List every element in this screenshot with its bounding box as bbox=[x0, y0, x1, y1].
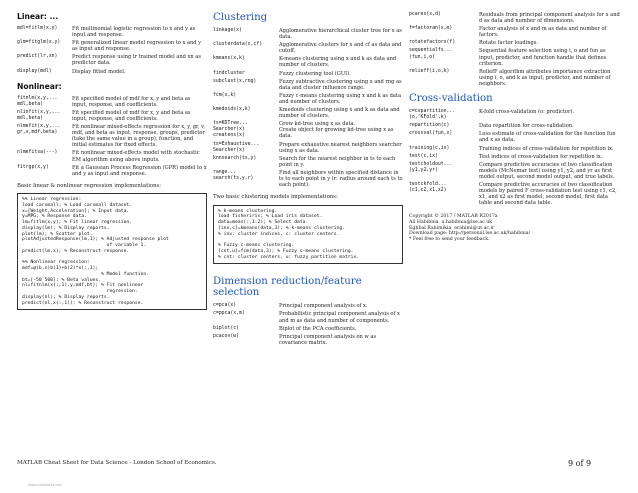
function-description: K-means clustering using x and k as data and number of clusters. bbox=[279, 56, 397, 69]
function-signature: test(c,ix) bbox=[409, 153, 438, 159]
nonlinear-heading: Nonlinear: bbox=[17, 81, 62, 91]
function-signature: biplot(c) bbox=[213, 325, 239, 331]
function-entry bbox=[17, 124, 207, 148]
function-description: Agglomerative hierarchical cluster tree for x as data. bbox=[279, 28, 402, 41]
function-signature: pcares(x,d) bbox=[409, 12, 441, 17]
function-entry bbox=[213, 326, 403, 332]
function-entry bbox=[17, 96, 207, 108]
function-description: Predict response using lr trained model and xn as predictor data. bbox=[72, 54, 201, 67]
function-entry bbox=[213, 79, 403, 91]
dimred-list bbox=[213, 303, 403, 346]
function-description: Kmedoids clustering using x and k as data and number of clusters. bbox=[279, 107, 400, 120]
cv-list bbox=[409, 109, 622, 206]
function-entry bbox=[409, 146, 622, 152]
function-entry bbox=[409, 109, 622, 121]
function-entry bbox=[17, 40, 207, 52]
function-description: Find all neighbors within specified distance in ts to each point in y (r: radius around each ts to each point). bbox=[279, 169, 403, 189]
function-description: Fit nonlinear mixed-effects model with stochastic EM algorithm using above inputs. bbox=[72, 150, 200, 163]
function-entry bbox=[213, 121, 403, 139]
function-entry bbox=[409, 12, 622, 24]
function-signature: ts=KDTree... Searcher(x) createns(x) bbox=[213, 121, 248, 139]
function-description: Grow kd-tree using x as data. Create object for growing kd-tree using x as data. bbox=[279, 121, 394, 140]
function-description: Principal component analysis of x. bbox=[279, 303, 368, 310]
regression-code-block: %% Linear regression: load carsmall; % Load carsmall dataset. x=[Weight,Acceleration]; % Input data. y=MPG; % Response data. lm=fitlm(x,y); % Fit linear regression. display(lm); % Display reports. plot(lm); % Scatter plot. plotAdjustedResponse(lm,1); % Adjusted response plot of variable 1. predict(lm,x); % Reconstruct response. %% Nonlinear regression: mdf=@(b,x)b(1)+b(2)*x(:,1); % Model function. bt=[-50 500]; % Beta values. nl=fitnlm(x(:,1),y,mdf,bt); % Fit nonlinear regression. display(nl); % Display reports. predict(nl,x(:,1)); % Reconstruct response. bbox=[17, 193, 207, 310]
function-description: Biplot of the PCA coefficients. bbox=[279, 325, 357, 332]
clustering-heading: Clustering bbox=[213, 12, 268, 23]
function-signature: glm=fitglm(x,y) bbox=[17, 40, 61, 46]
clustering-impl-label: Two basic clustering models implementations: bbox=[213, 194, 338, 201]
function-entry bbox=[17, 165, 207, 177]
function-entry bbox=[213, 334, 403, 346]
function-signature: nlmefitsa(---) bbox=[17, 150, 58, 156]
function-entry bbox=[17, 110, 207, 122]
function-signature: testcholdout... (y1,y2,yr) bbox=[409, 161, 453, 173]
function-signature: crossval(fun,x) bbox=[409, 131, 453, 137]
function-signature: nlmefit(x,y,... gr,v,mdf,beta) bbox=[17, 124, 61, 136]
function-description: Agglomerative clusters for x and cf as data and cutoff. bbox=[279, 42, 402, 55]
function-entry bbox=[17, 26, 207, 38]
function-signature: findcluster bbox=[213, 70, 245, 76]
function-entry bbox=[213, 28, 403, 40]
function-signature: rotatefactors(f) bbox=[409, 40, 456, 46]
function-description: Search for the nearest neighbor in ts to each point in y. bbox=[279, 155, 396, 168]
function-entry bbox=[409, 69, 622, 87]
function-description: Fuzzy subtractive clustering using x and rng as data and cluster influence range. bbox=[279, 78, 402, 91]
function-signature: kmeans(x,k) bbox=[213, 56, 245, 62]
function-entry bbox=[213, 170, 403, 188]
dimred-heading: Dimension reduction/feature selection bbox=[213, 276, 362, 299]
function-entry bbox=[409, 26, 622, 38]
function-entry bbox=[213, 93, 403, 105]
function-entry bbox=[409, 162, 622, 180]
function-description: Fuzzy clustering tool (GUI). bbox=[279, 70, 351, 77]
clustering-code-block: % k-means clustering. load fisheriris; % Load iris dataset. data=meas(:,1:2); % Select data. [inx,c]=kmeans(data,3); % k-means clustering. % inx: cluster indices, c: cluster centers. % Fuzzy c-means clustering. [cnt,u]=fcm(data,3); % Fuzzy c-means clustering. % cnt: cluster centers, u: fuzzy partition matrix. bbox=[213, 205, 403, 265]
function-entry bbox=[409, 131, 622, 143]
function-signature: predict(lr,xn) bbox=[17, 54, 58, 60]
clustering-list bbox=[213, 28, 403, 188]
function-signature: mdl=fitlm(x,y) bbox=[17, 26, 58, 31]
function-description: Residuals from principal component analysis for x and d as data and number of dimensions. bbox=[479, 12, 620, 25]
function-signature: f=factoran(x,m) bbox=[409, 26, 453, 32]
function-signature: repartition(c) bbox=[409, 123, 450, 129]
function-description: Rotate factor loadings. bbox=[479, 40, 539, 47]
function-entry bbox=[213, 303, 403, 309]
function-signature: display(mdl) bbox=[17, 68, 52, 74]
function-description: Principal component analysis on w as covariance matrix. bbox=[279, 333, 377, 346]
credits-block: Copyright © 2017 / MATLAB R2017a Ali Habibnia a.habibnia@lse.ac.uk Eghbal Rahimikia erahimi@ut.ac.ir Download page: http://personal.lse.ac.uk/habibnia/ * Feel free to send your feedback. bbox=[409, 214, 531, 243]
function-description: Fit multinomial logistic regression to x and y as input and response. bbox=[72, 26, 196, 39]
function-entry bbox=[409, 154, 622, 160]
function-description: Loss estimate of cross-validation for the function fun and x as data. bbox=[479, 131, 616, 144]
function-signature: fitrgp(x,y) bbox=[17, 164, 49, 170]
function-entry bbox=[213, 42, 403, 54]
watermark-text: www.mathworks.com bbox=[28, 483, 63, 487]
function-signature: testckfold... (c1,c2,x1,x2) bbox=[409, 181, 447, 194]
function-description: Fit generalized linear model regression to x and y as input and response. bbox=[72, 40, 202, 53]
function-entry bbox=[409, 48, 622, 66]
function-description: Fit nonlinear mixed-effects regression for x, y, gr, v, mdf, and beta as input, response, groups, predictor (take the same value in a group), function, and initial estimates for fixed effects. bbox=[72, 124, 206, 149]
regression-impl-label: Basic linear & nonlinear regression implementations: bbox=[17, 182, 161, 189]
function-entry bbox=[213, 71, 403, 77]
function-description: Compare predictive accuracies of two classification models (McNemar test) using y1, y2, and yr as first model output, second model output, and true labels. bbox=[479, 161, 615, 180]
function-signature: range... search(ts,y,r) bbox=[213, 169, 254, 181]
function-description: Sequential feature selection using i, o and fun as input, predictor, and function handle that defines criterion. bbox=[479, 48, 607, 67]
column-regression bbox=[17, 12, 207, 316]
function-description: Fit a Gaussian Process Regression (GPR) model to x and y as input and response. bbox=[72, 164, 207, 177]
linear-heading: Linear: ... bbox=[17, 12, 59, 21]
function-signature: c=cvpartition... (o,'KFold',k) bbox=[409, 109, 456, 121]
function-entry bbox=[213, 142, 403, 154]
footer-text: MATLAB Cheat Sheet for Data Science - London School of Economics. bbox=[17, 460, 217, 466]
function-signature: sequentialfs... (fun,i,o) bbox=[409, 48, 453, 60]
function-signature: c=ppca(x,m) bbox=[213, 311, 245, 317]
feature-selection-list bbox=[409, 12, 622, 87]
function-description: Compare predictive accuracies of two classification models by paired F cross-validation test using c1, c2, x1, and x2 as first model, second model, first data table and second data table. bbox=[479, 181, 617, 207]
function-description: Training indices of cross-validation for repetition ix. bbox=[479, 145, 614, 152]
function-entry bbox=[213, 156, 403, 168]
function-entry bbox=[213, 311, 403, 323]
function-signature: ts=Exhaustive... Searcher(x) bbox=[213, 141, 260, 153]
function-entry bbox=[17, 150, 207, 162]
function-signature: training(c,ix) bbox=[409, 145, 450, 151]
function-signature: pcacov(w) bbox=[213, 333, 239, 339]
function-description: Fuzzy c-means clustering using x and k as data and number of clusters. bbox=[279, 92, 402, 105]
function-description: K-fold cross-validation (o: predictor). bbox=[479, 109, 575, 116]
function-description: Display fitted model. bbox=[72, 68, 126, 75]
function-description: Data repartition for cross-validation. bbox=[479, 123, 574, 130]
function-description: Test indices of cross-validation for repetition ix. bbox=[479, 153, 603, 160]
function-description: Fit specified model of mdf for x, y and beta as input, response, and coefficients. bbox=[72, 95, 191, 108]
function-signature: subclust(x,rng) bbox=[213, 78, 257, 84]
column-crossvalidation bbox=[409, 12, 622, 243]
function-signature: kmedoids(x,k) bbox=[213, 107, 251, 113]
function-entry bbox=[409, 182, 622, 206]
page-number: 9 of 9 bbox=[568, 459, 592, 468]
function-description: Probabilistic principal component analysis of x and m as data and number of components. bbox=[279, 311, 400, 324]
function-signature: knnsearch(ts,y) bbox=[213, 155, 257, 161]
cv-heading: Cross-validation bbox=[409, 93, 493, 105]
function-signature: c=pca(x) bbox=[213, 303, 237, 309]
function-signature: clusterdata(x,cf) bbox=[213, 42, 263, 48]
function-signature: linkage(x) bbox=[213, 28, 242, 33]
function-signature: nlinfit(x,y,... mdl,beta) bbox=[17, 109, 61, 121]
column-clustering bbox=[213, 12, 403, 348]
linear-list bbox=[17, 26, 207, 75]
function-entry bbox=[213, 107, 403, 119]
function-description: Prepare exhaustive nearest neighbors searcher using x as data. bbox=[279, 141, 402, 154]
nonlinear-list bbox=[17, 96, 207, 177]
function-entry bbox=[409, 123, 622, 129]
function-signature: fitnlm(x,y,... mdl,beta) bbox=[17, 95, 58, 107]
function-entry bbox=[17, 54, 207, 66]
function-signature: fcm(x,k) bbox=[213, 92, 237, 98]
function-entry bbox=[17, 69, 207, 75]
function-signature: relieff(i,o,k) bbox=[409, 68, 450, 74]
function-description: Factor analysis of x and m as data and number of factors. bbox=[479, 26, 607, 39]
function-description: ReliefF algorithm attributes importance extraction using i, o, and k as input, predictor, and number of neighbors. bbox=[479, 68, 611, 87]
function-entry bbox=[409, 40, 622, 46]
function-entry bbox=[213, 56, 403, 68]
function-description: Fit specified model of mdf for x, y and beta as input, response, and coefficients. bbox=[72, 109, 191, 122]
